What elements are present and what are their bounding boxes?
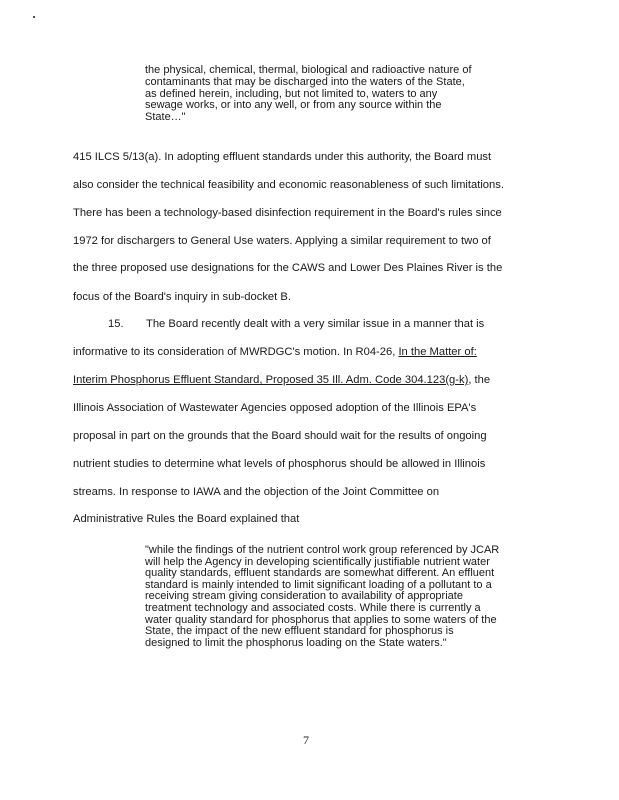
body-line: 415 ILCS 5/13(a). In adopting effluent standards under this authority, the Board must bbox=[73, 151, 492, 163]
quote-line: as defined herein, including, but not limited to, waters to any bbox=[145, 87, 438, 100]
quote-line: quality standards, effluent standards are somewhat different. An effluent bbox=[145, 567, 495, 580]
citation-trail-text: , the bbox=[468, 374, 491, 386]
block-quote-board-opinion bbox=[145, 545, 525, 649]
body-line: The Board recently dealt with a very similar issue in a manner that is bbox=[146, 318, 485, 330]
quote-line: water quality standard for phosphorus that applies to some waters of the bbox=[145, 613, 497, 626]
block-quote-statute bbox=[145, 65, 525, 124]
quote-line: "while the findings of the nutrient control work group referenced by JCAR bbox=[145, 544, 500, 556]
citation-lead-text: informative to its consideration of MWRDGC's motion. In R04-26, bbox=[73, 346, 399, 358]
case-citation-underlined: Interim Phosphorus Effluent Standard, Proposed 35 Ill. Adm. Code 304.123(g-k) bbox=[73, 374, 469, 386]
body-line: proposal in part on the grounds that the Board should wait for the results of ongoing bbox=[73, 430, 487, 442]
quote-line: designed to limit the phosphorus loading on the State waters." bbox=[145, 636, 447, 649]
quote-line: standard is mainly intended to limit significant loading of a pollutant to a bbox=[145, 578, 492, 591]
body-line: focus of the Board's inquiry in sub-docket B. bbox=[73, 291, 291, 303]
paragraph-number: 15. bbox=[108, 318, 124, 330]
body-line-with-citation bbox=[73, 374, 490, 387]
body-line: nutrient studies to determine what levels of phosphorus should be allowed in Illinois bbox=[73, 458, 486, 470]
body-line: the three proposed use designations for the CAWS and Lower Des Plaines River is the bbox=[73, 262, 503, 274]
quote-line: treatment technology and associated costs. While there is currently a bbox=[145, 601, 481, 614]
body-line: Administrative Rules the Board explained that bbox=[73, 513, 300, 525]
body-line: Illinois Association of Wastewater Agencies opposed adoption of the Illinois EPA's bbox=[73, 402, 477, 414]
quote-line: State…" bbox=[145, 111, 186, 124]
scan-speck bbox=[33, 16, 35, 18]
body-line: streams. In response to IAWA and the objection of the Joint Committee on bbox=[73, 486, 440, 498]
quote-line: contaminants that may be discharged into the waters of the State, bbox=[145, 75, 465, 88]
quote-line: sewage works, or into any well, or from any source within the bbox=[145, 99, 442, 112]
body-line: also consider the technical feasibility and economic reasonableness of such limitations. bbox=[73, 179, 504, 191]
quote-line: receiving stream giving consideration to availability of appropriate bbox=[145, 590, 463, 603]
quote-line: State, the impact of the new effluent standard for phosphorus is bbox=[145, 625, 454, 638]
body-line-with-citation bbox=[73, 346, 477, 359]
quote-line: the physical, chemical, thermal, biological and radioactive nature of bbox=[145, 64, 472, 76]
body-line: There has been a technology-based disinfection requirement in the Board's rules since bbox=[73, 207, 502, 219]
page-number: 7 bbox=[303, 733, 309, 747]
case-citation-underlined: In the Matter of: bbox=[398, 346, 477, 358]
quote-line: will help the Agency in developing scientifically justifiable nutrient water bbox=[145, 555, 490, 568]
body-line: 1972 for dischargers to General Use waters. Applying a similar requirement to two of bbox=[73, 235, 491, 247]
